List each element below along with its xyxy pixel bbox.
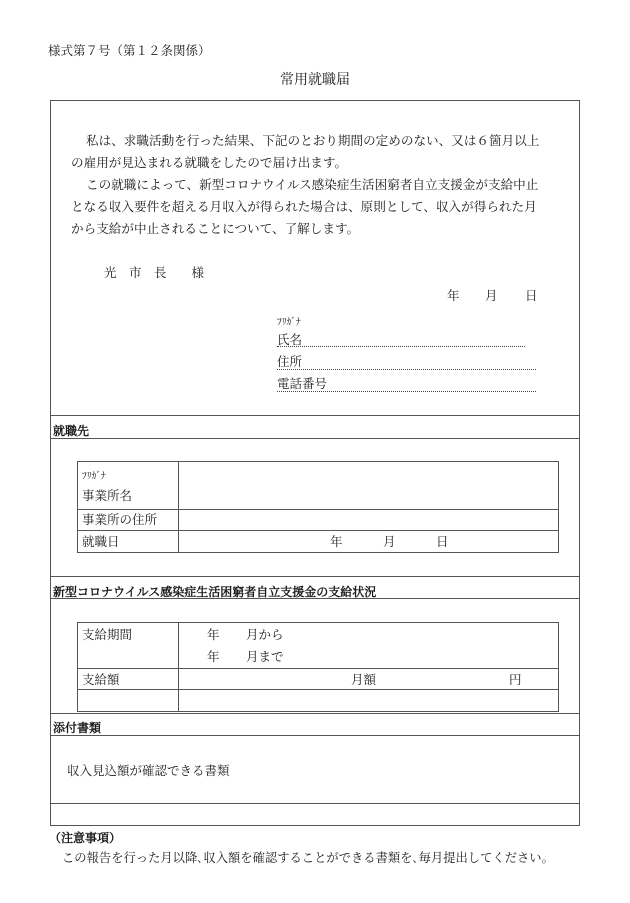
phone-field[interactable] xyxy=(277,391,536,392)
start-date-day: 日 xyxy=(436,534,449,549)
notes-text: この報告を行った月以降､収入額を確認することができる書類を､毎月提出してください。 xyxy=(62,851,554,865)
start-date-label: 就職日 xyxy=(82,534,120,549)
divider xyxy=(50,438,580,439)
date-year: 年 xyxy=(447,288,460,303)
name-label: 氏名 xyxy=(277,332,303,347)
attachment-item: 収入見込額が確認できる書類 xyxy=(67,763,230,778)
addressee: 光 市 長 様 xyxy=(104,265,205,280)
declaration-line-5: から支給が中止されることについて、了解します。 xyxy=(71,221,360,236)
office-name-field[interactable] xyxy=(179,462,558,508)
table-divider xyxy=(77,530,559,531)
divider xyxy=(50,803,580,804)
furigana-label: ﾌﾘｶﾞﾅ xyxy=(277,317,301,328)
divider xyxy=(50,713,580,714)
notes-title: （注意事項） xyxy=(49,831,122,845)
benefit-extra-row[interactable] xyxy=(179,690,558,711)
period-from-year: 年 xyxy=(207,627,220,642)
page-title: 常用就職届 xyxy=(280,72,350,88)
name-field[interactable] xyxy=(277,346,525,347)
start-date-year: 年 xyxy=(330,534,343,549)
yen-label: 円 xyxy=(509,672,522,687)
table-divider xyxy=(77,668,559,669)
period-to-month: 月まで xyxy=(246,649,284,664)
declaration-line-1: 私は、求職活動を行った結果、下記のとおり期間の定めのない、又は６箇月以上 xyxy=(86,133,540,148)
office-address-label: 事業所の住所 xyxy=(82,512,158,527)
form-number: 様式第７号（第１２条関係） xyxy=(48,43,211,58)
date-month: 月 xyxy=(485,288,498,303)
divider xyxy=(50,576,580,577)
section-employment-title: 就職先 xyxy=(53,424,90,438)
office-address-field[interactable] xyxy=(179,510,558,529)
section-benefit-title: 新型コロナウイルス感染症生活困窮者自立支援金の支給状況 xyxy=(53,585,377,599)
address-label: 住所 xyxy=(277,354,303,369)
amount-label: 支給額 xyxy=(82,672,120,687)
period-to-year: 年 xyxy=(207,649,220,664)
date-day: 日 xyxy=(525,288,538,303)
divider xyxy=(50,415,580,416)
office-furigana-label: ﾌﾘｶﾞﾅ xyxy=(82,471,106,482)
section-attachments-title: 添付書類 xyxy=(53,721,102,735)
start-date-month: 月 xyxy=(383,534,396,549)
declaration-line-2: の雇用が見込まれる就職をしたので届け出ます。 xyxy=(71,155,348,170)
divider xyxy=(50,598,580,599)
divider xyxy=(50,735,580,736)
office-name-label: 事業所名 xyxy=(82,488,133,503)
monthly-label: 月額 xyxy=(351,672,377,687)
address-field[interactable] xyxy=(277,369,536,370)
phone-label: 電話番号 xyxy=(277,376,328,391)
period-from-month: 月から xyxy=(246,627,284,642)
declaration-line-4: となる収入要件を超える月収入が得られた場合は、原則として、収入が得られた月 xyxy=(71,199,537,214)
period-label: 支給期間 xyxy=(82,627,133,642)
declaration-line-3: この就職によって、新型コロナウイルス感染症生活困窮者自立支援金が支給中止 xyxy=(86,177,539,192)
